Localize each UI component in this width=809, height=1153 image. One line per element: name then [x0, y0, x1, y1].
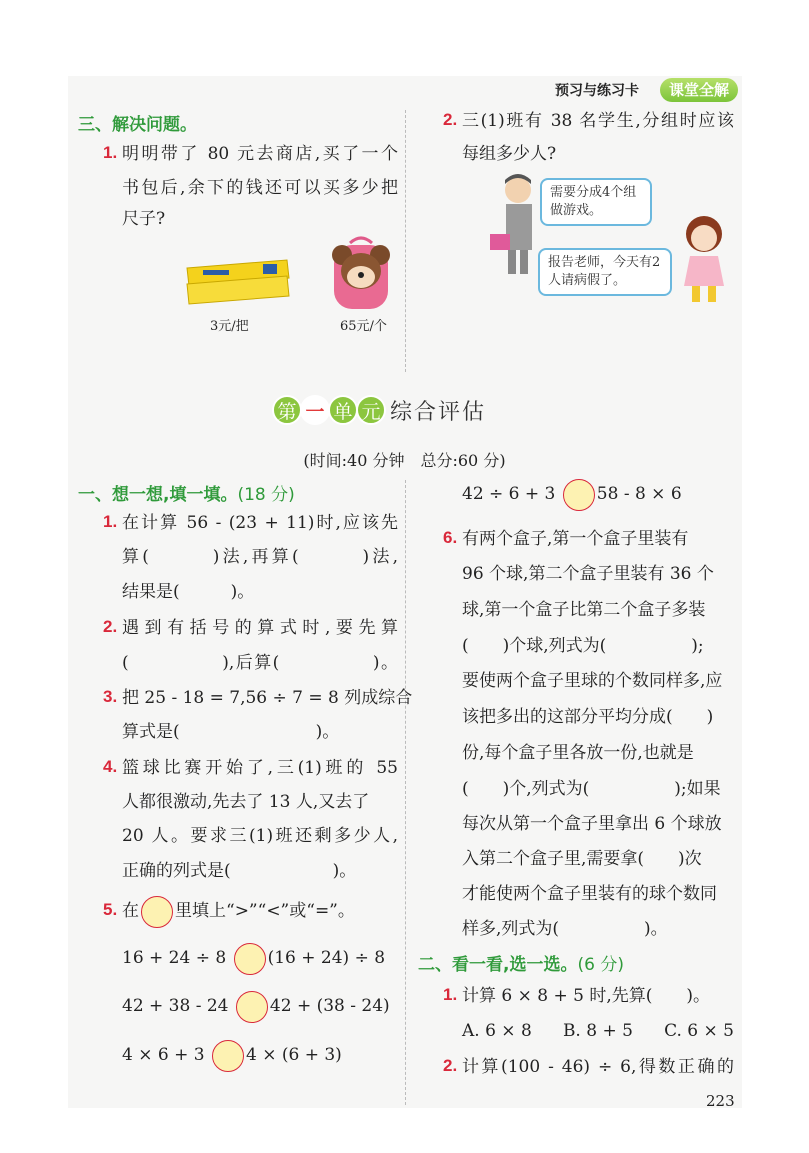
ruler-image	[183, 258, 293, 308]
answer-circle[interactable]	[212, 1040, 244, 1072]
section-title-text: 一、想一想,填一填。	[78, 485, 238, 505]
page-number: 223	[706, 1092, 735, 1110]
question-text: ( )个球,列式为( );	[462, 636, 704, 656]
question-text: 每组多少人?	[462, 144, 557, 164]
banner-chip: 第	[272, 395, 302, 425]
question-text: 20 人。要求三(1)班还剩多少人,	[122, 826, 398, 846]
series-label: 预习与练习卡	[555, 83, 639, 99]
question-text: 人都很激动,先去了 13 人,又去了	[122, 792, 370, 812]
answer-circle[interactable]	[141, 896, 173, 928]
expr-left: 42 + 38 - 24	[122, 996, 229, 1016]
question-text: 每次从第一个盒子里拿出 6 个球放	[462, 814, 722, 834]
question-text	[122, 895, 355, 928]
expr-left: 16 + 24 ÷ 8	[122, 948, 227, 968]
section-points: (6 分)	[577, 955, 624, 975]
q5-pre: 在	[122, 901, 139, 921]
question-text: 遇到有括号的算式时,要先算	[122, 618, 398, 638]
option-b[interactable]: B. 8 + 5	[562, 1021, 633, 1041]
question-text: 明明带了 80 元去商店,买了一个	[122, 144, 398, 164]
question-text: 在计算 56 - (23 + 11)时,应该先	[122, 513, 398, 533]
options-row	[462, 1020, 734, 1042]
question-number: 1.	[443, 985, 458, 1004]
question-text: 算式是( )。	[122, 722, 340, 742]
q5-post: 里填上“>”“<”或“=”。	[175, 901, 355, 921]
question-text: 计算(100 - 46) ÷ 6,得数正确的	[462, 1057, 734, 1077]
question-text: ( ),后算( )。	[122, 653, 398, 673]
comparison-item	[462, 478, 682, 511]
question-text: 篮球比赛开始了,三(1)班的 55	[122, 758, 398, 778]
girl-illustration	[676, 212, 732, 308]
question-number: 2.	[443, 110, 458, 129]
teacher-speech-bubble: 需要分成4个组做游戏。	[540, 178, 652, 226]
question-text: 有两个盒子,第一个盒子里装有	[462, 529, 689, 549]
question-text: 样多,列式为( )。	[462, 919, 668, 939]
expr-right: 42 + (38 - 24)	[269, 996, 390, 1016]
girl-speech-bubble: 报告老师，今天有2人请病假了。	[538, 248, 672, 296]
option-a[interactable]: A. 6 × 8	[462, 1021, 532, 1041]
question-number: 4.	[103, 757, 118, 776]
option-c[interactable]: C. 6 × 5	[664, 1021, 734, 1041]
question-text: 把 25 - 18 = 7,56 ÷ 7 = 8 列成综合	[122, 688, 413, 708]
series-badge: 课堂全解	[660, 78, 738, 102]
question-number: 2.	[103, 617, 118, 636]
section-title-text: 二、看一看,选一选。	[418, 955, 578, 975]
question-text: 96 个球,第二个盒子里装有 36 个	[462, 564, 714, 584]
question-text: 该把多出的这部分平均分成( )	[462, 707, 714, 727]
column-divider	[405, 480, 406, 1105]
unit-title-banner	[272, 393, 486, 427]
banner-chip: 元	[356, 395, 386, 425]
question-text: 球,第一个盒子比第二个盒子多装	[462, 600, 706, 620]
question-text: 三(1)班有 38 名学生,分组时应该	[462, 111, 734, 131]
question-number: 6.	[443, 528, 458, 547]
question-text: 份,每个盒子里各放一份,也就是	[462, 743, 694, 763]
question-number: 2.	[443, 1056, 458, 1075]
expr-left: 42 ÷ 6 + 3	[462, 484, 556, 504]
question-number: 5.	[103, 900, 118, 919]
question-text: 要使两个盒子里球的个数同样多,应	[462, 671, 723, 691]
question-text: 尺子?	[122, 209, 166, 229]
expr-right: 58 - 8 × 6	[596, 484, 682, 504]
question-text: 才能使两个盒子里装有的球个数同	[462, 884, 717, 904]
exam-meta: (时间:40 分钟 总分:60 分)	[303, 451, 506, 470]
teacher-illustration	[488, 172, 540, 278]
expr-right: 4 × (6 + 3)	[245, 1045, 342, 1065]
ruler-price: 3元/把	[210, 319, 249, 334]
answer-circle[interactable]	[236, 991, 268, 1023]
unit-title: 综合评估	[390, 399, 487, 425]
banner-chip: 单	[328, 395, 358, 425]
answer-circle[interactable]	[234, 943, 266, 975]
question-text: 算( )法,再算( )法,	[122, 547, 398, 567]
question-number: 1.	[103, 512, 118, 531]
question-text: 结果是( )。	[122, 582, 255, 602]
section-points: (18 分)	[237, 485, 295, 505]
question-text: ( )个,列式为( );如果	[462, 779, 721, 799]
question-text: 正确的列式是( )。	[122, 861, 357, 881]
answer-circle[interactable]	[563, 479, 595, 511]
comparison-item	[122, 942, 385, 975]
expr-right: (16 + 24) ÷ 8	[267, 948, 386, 968]
question-number: 1.	[103, 143, 118, 162]
section-title: 三、解决问题。	[78, 115, 197, 135]
column-divider	[405, 110, 406, 372]
expr-left: 4 × 6 + 3	[122, 1045, 205, 1065]
backpack-image	[328, 233, 394, 313]
banner-chip: 一	[300, 395, 330, 425]
question-text: 入第二个盒子里,需要拿( )次	[462, 849, 702, 869]
question-text: 计算 6 × 8 + 5 时,先算( )。	[462, 986, 711, 1006]
comparison-item	[122, 1039, 342, 1072]
section-title	[418, 950, 624, 975]
section-title	[78, 480, 295, 505]
comparison-item	[122, 990, 390, 1023]
bag-price: 65元/个	[340, 319, 387, 334]
question-text: 书包后,余下的钱还可以买多少把	[122, 178, 398, 198]
question-number: 3.	[103, 687, 118, 706]
